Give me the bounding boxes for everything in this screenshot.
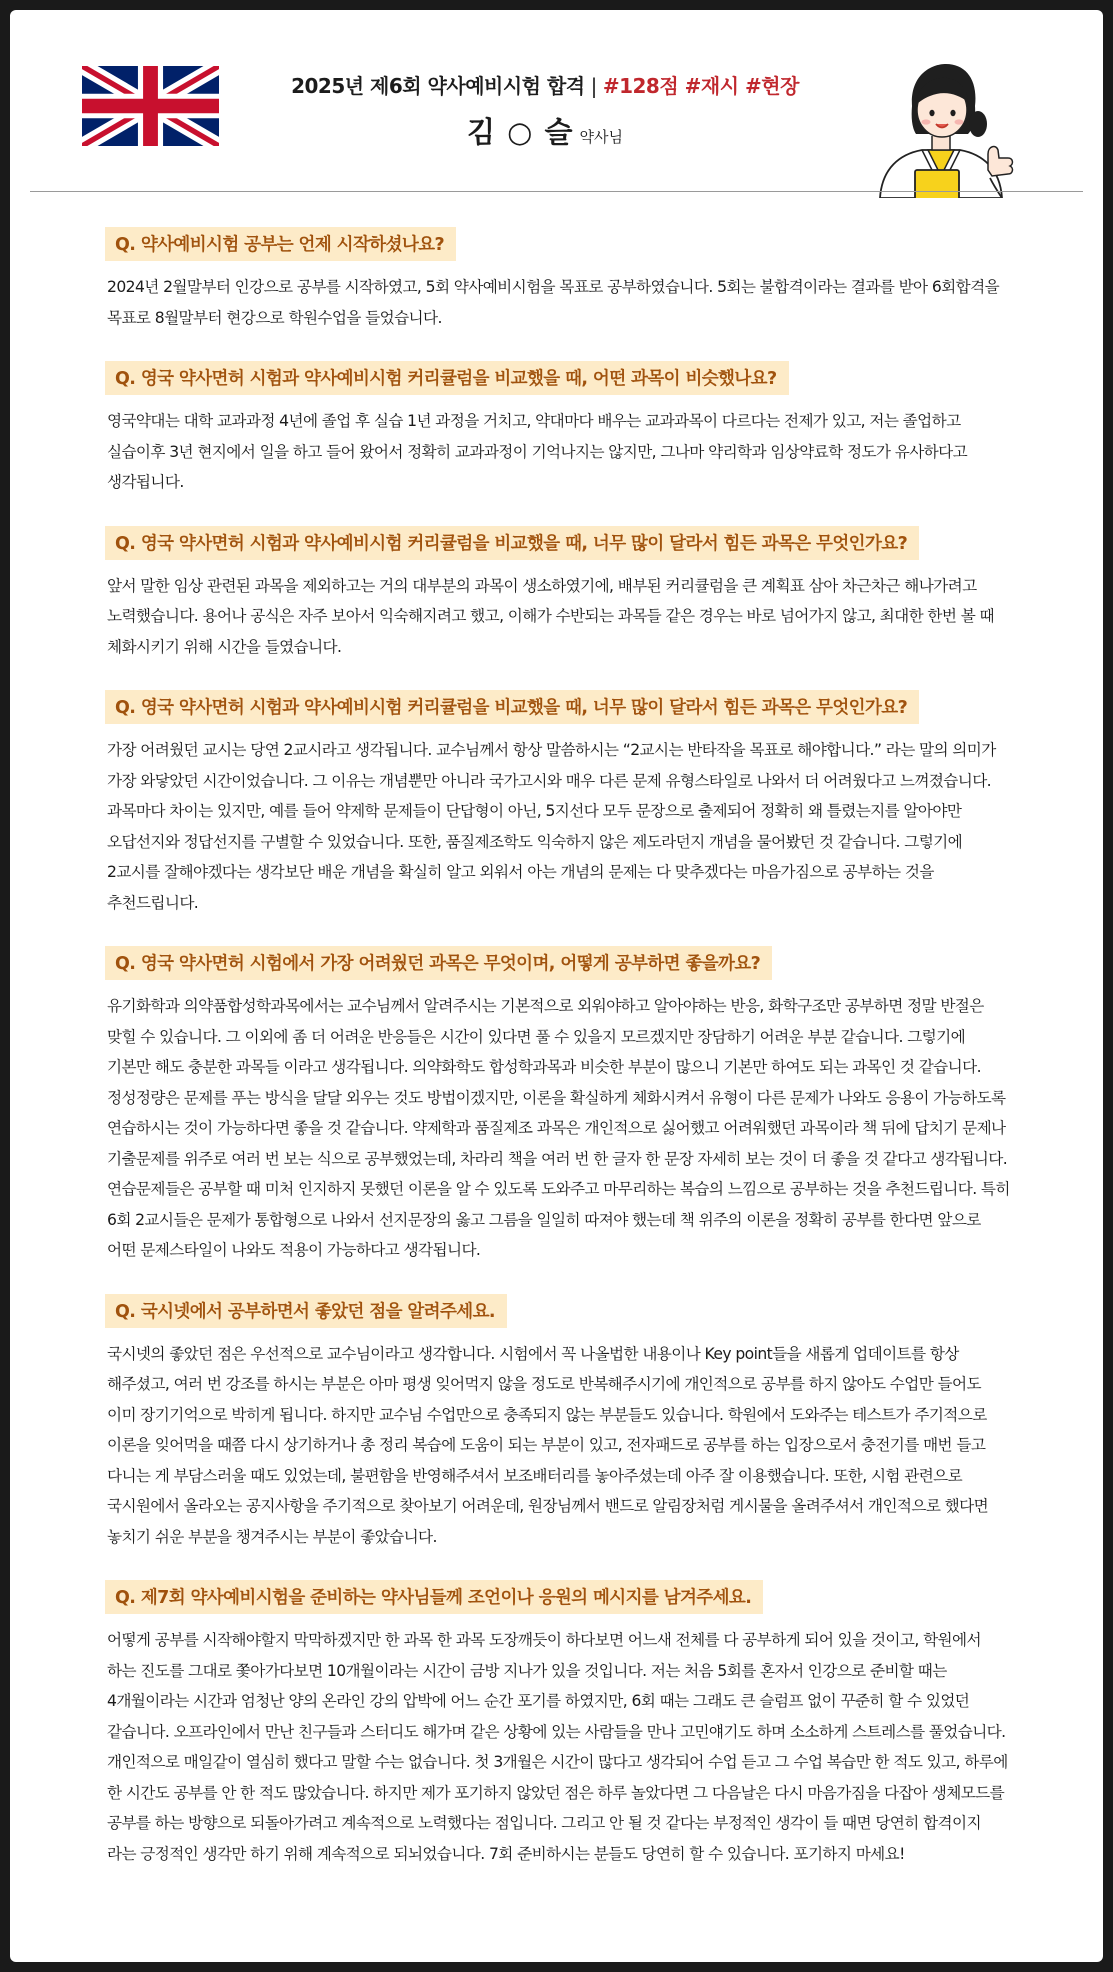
name-line — [250, 110, 840, 151]
answer: 유기화학과 의약품합성학과목에서는 교수님께서 알려주시는 기본적으로 외워야하고 알아야하는 반응, 화학구조만 공부하면 정말 반절은 맞힐 수 있습니다. 그 이외에 좀 더 어려운 반응들은 시간이 있다면 풀 수 있을지 모르겠지만 장담하기 어려운 부분 같습니다. 그렇기에 기본만 해도 충분한 과목들 이라고 생각됩니다. 의약화학도 합성학과목과 비슷한 부분이 많으니 기본만 하여도 되는 과목인 것 같습니다. 정성정량은 문제를 푸는 방식을 달달 외우는 것도 방법이겠지만, 이론을 확실하게 체화시켜서 유형이 다른 문제가 나와도 응용이 가능하도록 연습하시는 것이 가능하다면 좋을 것 같습니다. 약제학과 품질제조 과목은 개인적으로 싫어했고 어려워했던 과목이라 책 뒤에 답치기 문제나 기출문제를 위주로 여러 번 보는 식으로 공부했었는데, 차라리 책을 여러 번 한 글자 한 문장 자세히 보는 것이 더 좋을 것 같다고 생각됩니다. 연습문제들은 공부할 때 미처 인지하지 못했던 이론을 알 수 있도록 도와주고 마무리하는 복습의 느낌으로 공부하는 것을 추천드립니다. 특히 6회 2교시들은 문제가 통합형으로 나와서 선지문장의 옳고 그름을 일일히 따져야 했는데 책 위주의 이론을 정확히 공부를 한다면 앞으로 어떤 문제스타일이 나와도 적용이 가능하다고 생각됩니다. — [107, 997, 1010, 1259]
qa-item — [105, 946, 1010, 1266]
question: Q. 영국 약사면허 시험과 약사예비시험 커리큘럼을 비교했을 때, 너무 많이 달라서 힘든 과목은 무엇인가요? — [105, 526, 919, 560]
qa-item — [105, 361, 1010, 498]
uk-flag-icon — [82, 66, 219, 146]
headline-tags: #128점 #재시 #현장 — [602, 74, 799, 98]
question: Q. 국시넷에서 공부하면서 좋았던 점을 알려주세요. — [105, 1294, 507, 1328]
qa-item — [105, 526, 1010, 663]
pharmacist-illustration-icon — [860, 58, 1025, 198]
name-suffix: 약사님 — [579, 128, 623, 146]
question: Q. 약사예비시험 공부는 언제 시작하셨나요? — [105, 227, 456, 261]
qa-item — [105, 1580, 1010, 1869]
qa-item — [105, 227, 1010, 333]
header-divider — [30, 191, 1083, 192]
answer: 앞서 말한 임상 관련된 과목을 제외하고는 거의 대부분의 과목이 생소하였기에, 배부된 커리큘럼을 큰 계획표 삼아 차근차근 해나가려고 노력했습니다. 용어나 공식은 자주 보아서 익숙해지려고 했고, 이해가 수반되는 과목들 같은 경우는 바로 넘어가지 않고, 최대한 한번 볼 때 체화시키기 위해 시간을 들였습니다. — [107, 576, 994, 656]
question: Q. 영국 약사면허 시험에서 가장 어려웠던 과목은 무엇이며, 어떻게 공부하면 좋을까요? — [105, 946, 772, 980]
answer: 가장 어려웠던 교시는 당연 2교시라고 생각됩니다. 교수님께서 항상 말씀하시는 “2교시는 반타작을 목표로 해야합니다.” 라는 말의 의미가 가장 와닿았던 시간이었습니다. 그 이유는 개념뿐만 아니라 국가고시와 매우 다른 문제 유형스타일로 나와서 더 어려웠다고 느껴졌습니다. 과목마다 차이는 있지만, 예를 들어 약제학 문제들이 단답형이 아닌, 5지선다 모두 문장으로 출제되어 정확히 왜 틀렸는지를 알아야만 오답선지와 정답선지를 구별할 수 있었습니다. 또한, 품질제조학도 익숙하지 않은 제도라던지 개념을 물어봤던 것 같습니다. 그렇기에 2교시를 잘해야겠다는 생각보단 배운 개념을 확실히 알고 외워서 아는 개념의 문제는 다 맞추겠다는 마음가짐으로 공부하는 것을 추천드립니다. — [107, 741, 996, 912]
question: Q. 영국 약사면허 시험과 약사예비시험 커리큘럼을 비교했을 때, 너무 많이 달라서 힘든 과목은 무엇인가요? — [105, 690, 919, 724]
header — [10, 10, 1103, 195]
qa-item — [105, 1294, 1010, 1553]
interviewee-name: 김 ○ 슬 — [466, 115, 574, 149]
question: Q. 제7회 약사예비시험을 준비하는 약사님들께 조언이나 응원의 메시지를 남겨주세요. — [105, 1580, 763, 1614]
question: Q. 영국 약사면허 시험과 약사예비시험 커리큘럼을 비교했을 때, 어떤 과목이 비슷했나요? — [105, 361, 789, 395]
qa-item — [105, 690, 1010, 918]
answer: 2024년 2월말부터 인강으로 공부를 시작하였고, 5회 약사예비시험을 목표로 공부하였습니다. 5회는 불합격이라는 결과를 받아 6회합격을 목표로 8월말부터 현강으로 학원수업을 들었습니다. — [107, 278, 1000, 327]
headline-separator: | — [590, 74, 597, 98]
answer: 어떻게 공부를 시작해야할지 막막하겠지만 한 과목 한 과목 도장깨듯이 하다보면 어느새 전체를 다 공부하게 되어 있을 것이고, 학원에서 하는 진도를 그대로 쫓아가다보면 10개월이라는 시간이 금방 지나가 있을 것입니다. 저는 처음 5회를 혼자서 인강으로 준비할 때는 4개월이라는 시간과 엄청난 양의 온라인 강의 압박에 어느 순간 포기를 하였지만, 6회 때는 그래도 큰 슬럼프 없이 꾸준히 할 수 있었던 같습니다. 오프라인에서 만난 친구들과 스터디도 해가며 같은 상황에 있는 사람들을 만나 고민얘기도 하며 소소하게 스트레스를 풀었습니다. 개인적으로 매일같이 열심히 했다고 말할 수는 없습니다. 첫 3개월은 시간이 많다고 생각되어 수업 듣고 그 수업 복습만 한 적도 있고, 하루에 한 시간도 공부를 안 한 적도 많았습니다. 하지만 제가 포기하지 않았던 점은 하루 놀았다면 그 다음날은 다시 마음가짐을 다잡아 생체모드를 공부를 하는 방향으로 되돌아가려고 계속적으로 노력했다는 점입니다. 그리고 안 될 것 같다는 부정적인 생각이 들 때면 당연히 합격이지 라는 긍정적인 생각만 하기 위해 계속적으로 되뇌었습니다. 7회 준비하시는 분들도 당연히 할 수 있습니다. 포기하지 마세요! — [107, 1631, 1008, 1863]
headline — [250, 70, 840, 99]
answer: 국시넷의 좋았던 점은 우선적으로 교수님이라고 생각합니다. 시험에서 꼭 나올법한 내용이나 Key point들을 새롭게 업데이트를 항상 해주셨고, 여러 번 강조를 하시는 부분은 아마 평생 잊어먹지 않을 정도로 반복해주시기에 개인적으로 공부를 하지 않아도 수업만 들어도 이미 장기기억으로 박히게 됩니다. 하지만 교수님 수업만으로 충족되지 않는 부분들도 있습니다. 학원에서 도와주는 테스트가 주기적으로 이론을 잊어먹을 때쯤 다시 상기하거나 총 정리 복습에 도움이 되는 부분이 있고, 전자패드로 공부를 하는 입장으로서 충전기를 매번 들고 다니는 게 부담스러울 때도 있었는데, 불편함을 반영해주셔서 보조배터리를 놓아주셨는데 아주 잘 이용했습니다. 또한, 시험 관련으로 국시원에서 올라오는 공지사항을 주기적으로 찾아보기 어려운데, 원장님께서 밴드로 알림장처럼 게시물을 올려주셔서 개인적으로 했다면 놓치기 쉬운 부분을 챙겨주시는 부분이 좋았습니다. — [107, 1344, 989, 1546]
headline-text: 2025년 제6회 약사예비시험 합격 — [291, 74, 585, 98]
interview-card — [10, 10, 1103, 1962]
answer: 영국약대는 대학 교과과정 4년에 졸업 후 실습 1년 과정을 거치고, 약대마다 배우는 교과과목이 다르다는 전제가 있고, 저는 졸업하고 실습이후 3년 현지에서 일을 하고 들어 왔어서 정확히 교과과정이 기억나지는 않지만, 그나마 약리학과 임상약료학 정도가 유사하다고 생각됩니다. — [107, 412, 968, 491]
qa-list — [105, 227, 1010, 1897]
